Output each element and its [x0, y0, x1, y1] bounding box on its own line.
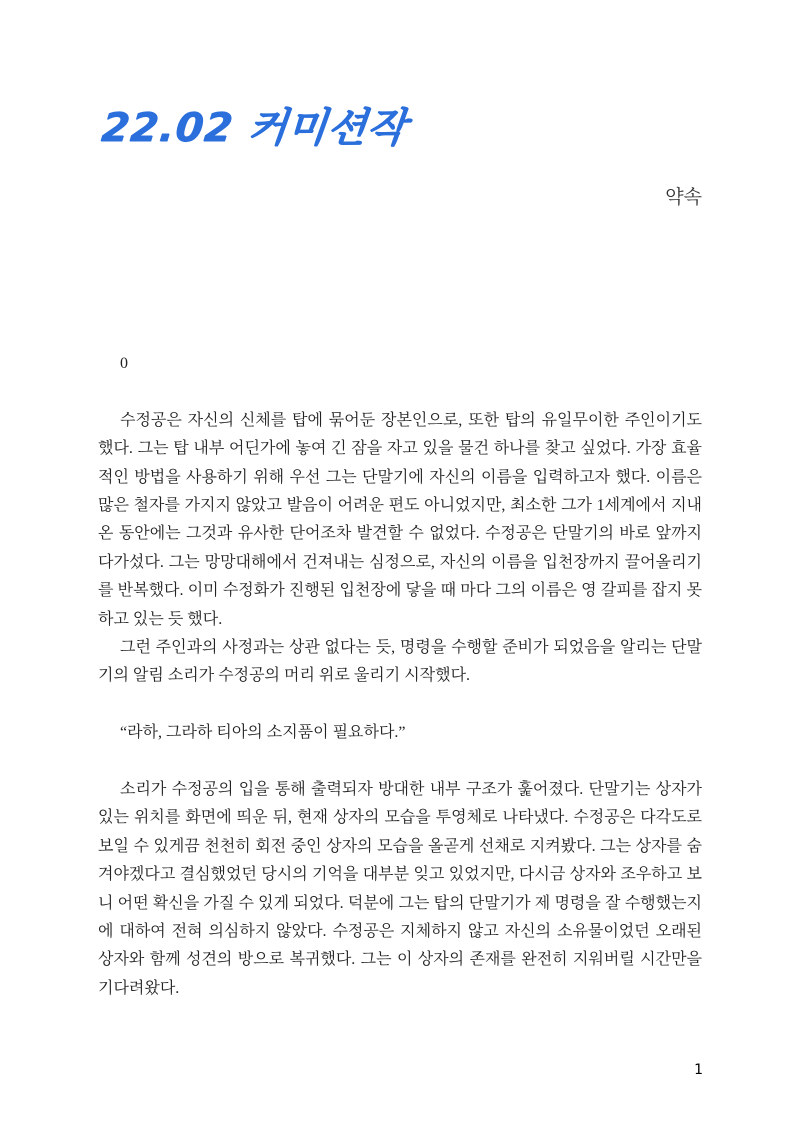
- paragraph: 소리가 수정공의 입을 통해 출력되자 방대한 내부 구조가 훑어졌다. 단말기는 상자가 있는 위치를 화면에 띄운 뒤, 현재 상자의 모습을 투영체로 나타냈다. 수정공은 다각도로 보일 수 있게끔 천천히 회전 중인 상자의 모습을 올곧게 선채로 지켜봤다. 그는 상자를 숨겨야겠다고 결심했었던 당시의 기억을 대부분 잊고 있었지만, 다시금 상자와 조우하고 보니 어떤 확신을 가질 수 있게 되었다. 덕분에 그는 탑의 단말기가 제 명령을 잘 수행했는지에 대하여 전혀 의심하지 않았다. 수정공은 지체하지 않고 자신의 소유물이었던 오래된 상자와 함께 성견의 방으로 복귀했다. 그는 이 상자의 존재를 완전히 지워버릴 시간만을 기다려왔다.: [98, 781, 702, 997]
- dialogue-line: “라하, 그라하 티아의 소지품이 필요하다.”: [120, 724, 406, 742]
- paragraph: 수정공은 자신의 신체를 탑에 묶어둔 장본인으로, 또한 탑의 유일무이한 주인이기도 했다. 그는 탑 내부 어딘가에 놓여 긴 잠을 자고 있을 물건 하나를 찾고 싶었다. 가장 효율적인 방법을 사용하기 위해 우선 그는 단말기에 자신의 이름을 입력하고자 했다. 이름은 많은 철자를 가지지 않았고 발음이 어려운 편도 아니었지만, 최소한 그가 1세계에서 지내온 동안에는 그것과 유사한 단어조차 발견할 수 없었다. 수정공은 단말기의 바로 앞까지 다가섰다. 그는 망망대해에서 건져내는 심정으로, 자신의 이름을 입천장까지 끌어올리기를 반복했다. 이미 수정화가 진행된 입천장에 닿을 때 마다 그의 이름은 영 갈피를 잡지 못하고 있는 듯 했다.: [98, 411, 702, 628]
- paragraph-spacer: [98, 748, 702, 776]
- page-title: 22.02 커미션작: [99, 105, 410, 151]
- paragraph: 그런 주인과의 사정과는 상관 없다는 듯, 명령을 수행할 준비가 되었음을 알리는 단말기의 알림 소리가 수정공의 머리 위로 울리기 시작했다.: [98, 639, 702, 685]
- story-body: [98, 350, 702, 1003]
- paragraph-spacer: [98, 378, 702, 406]
- section-number: 0: [120, 355, 128, 372]
- page-number: 1: [694, 1062, 703, 1078]
- story-subtitle: 약속: [665, 186, 702, 208]
- paragraph-spacer: [98, 691, 702, 719]
